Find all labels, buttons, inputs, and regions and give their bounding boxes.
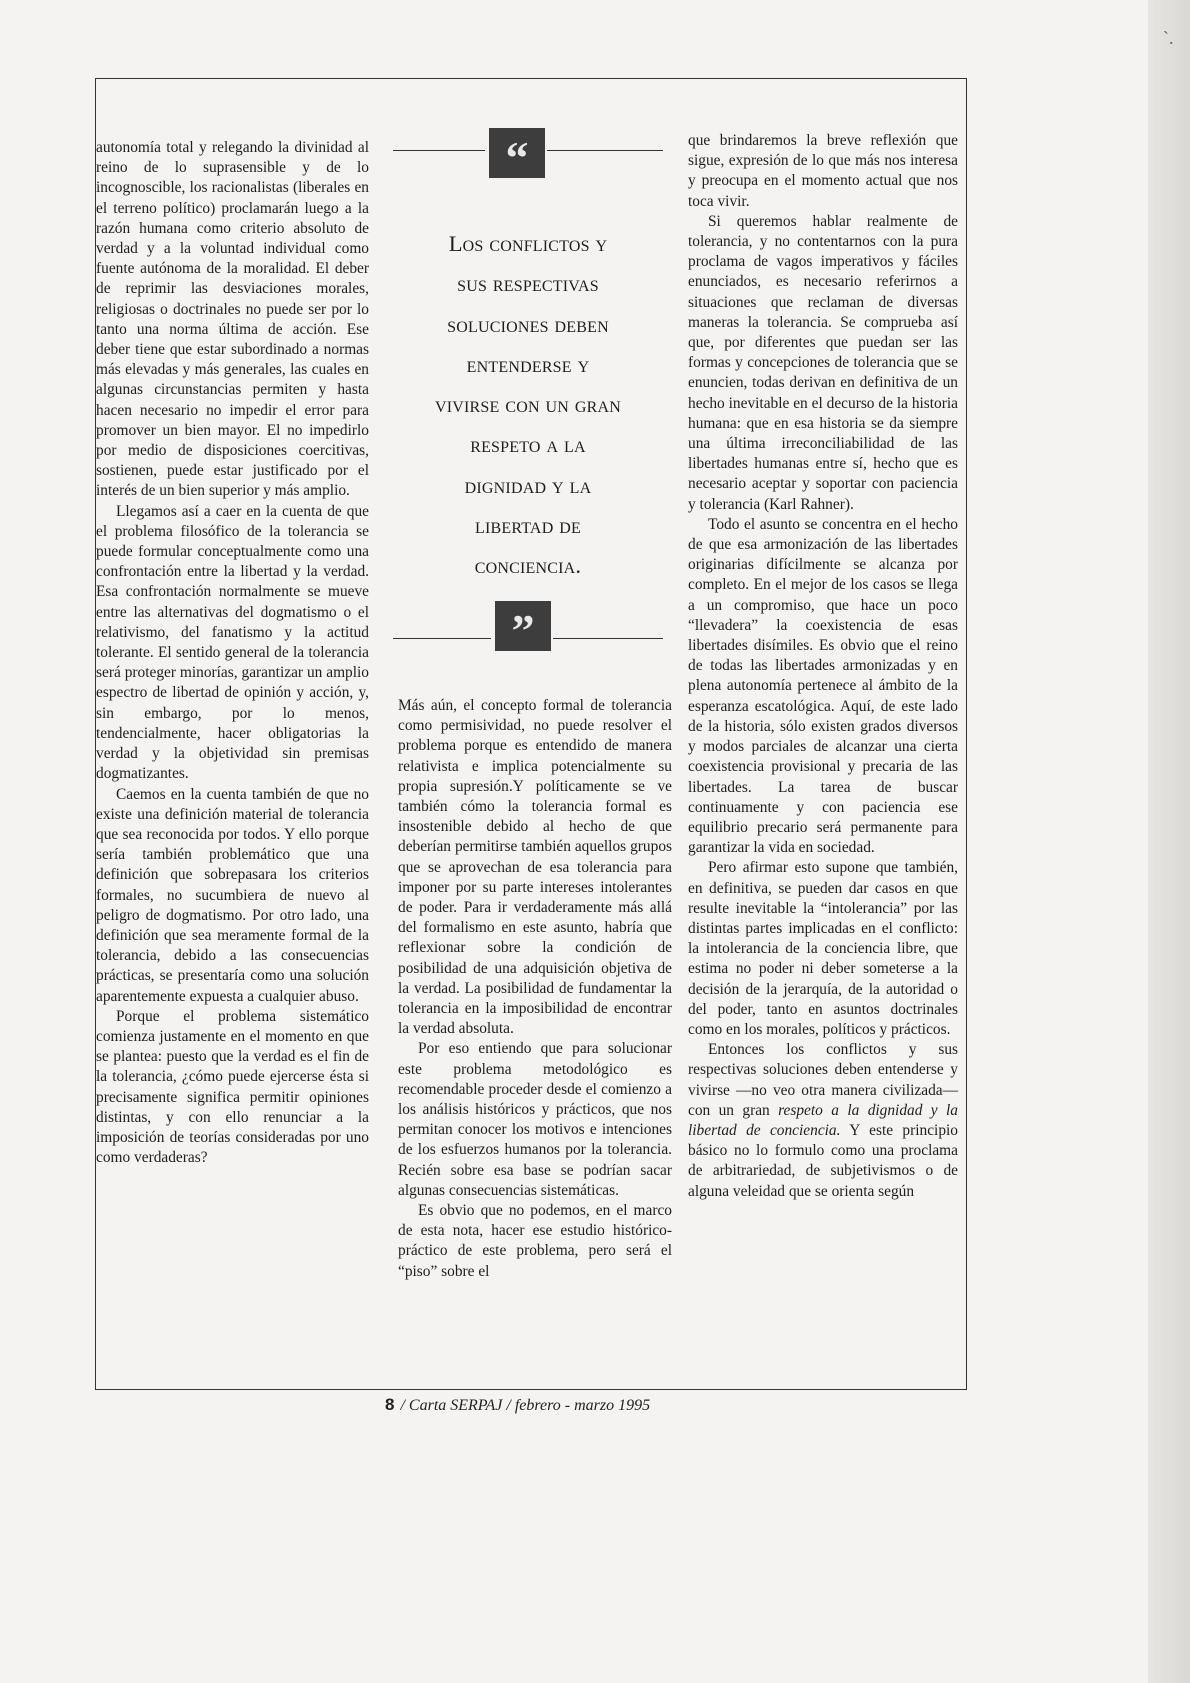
paragraph: Todo el asunto se concentra en el hecho de que esa armonización de las libertades originarias difícilmente se alcanza por completo. En el mejor de los casos se llega a un compromiso, que hace un poco “llevadera” la coexistencia de esas libertades disímiles. Es obvio que el reino de todas las libertades armonizadas y en plena autonomía pertenece al ámbito de la esperanza escatológica. Aquí, de este lado de la historia, sólo existen grados diversos y modos parciales de alcanzar una cierta coexistencia provisional y precaria de las libertades. La tarea de buscar continuamente y con paciencia ese equilibrio precario será permanente para garantizar la vida en sociedad.: [688, 515, 958, 857]
pull-quote-line: entenderse y: [466, 351, 590, 377]
divider: [393, 638, 491, 639]
pull-quote-line: conciencia.: [474, 553, 582, 579]
paragraph: Es obvio que no podemos, en el marco de esta nota, hacer ese estudio histórico-práctico de este problema, pero será el “piso” sobre el: [398, 1202, 672, 1280]
divider: [393, 150, 485, 151]
open-quote-icon: “: [489, 128, 545, 178]
paragraph: Caemos en la cuenta también de que no existe una definición material de tolerancia que sea reconocida por todos. Y ello porque sería también problemático que una definición que sobrepasara los criterios formales, no sucumbiera de nuevo al peligro de dogmatismo. Por otro lado, una definición que sea meramente formal de la tolerancia, debido a las consecuencias prácticas, se presentaría como una solución aparentemente expuesta a cualquier abuso.: [96, 785, 369, 1005]
page-edge-shadow: [1148, 0, 1190, 1683]
column-1: [96, 138, 369, 1168]
pull-quote-line: vivirse con un gran: [434, 392, 621, 418]
paragraph: Si queremos hablar realmente de tolerancia, y no contentarnos con la pura proclama de vagos imperativos y fáciles enunciados, es necesario referirnos a situaciones que reclaman de diversas maneras la tolerancia. Se comprueba así que, por diferentes que puedan ser las formas y concepciones de tolerancia que se enuncien, todas derivan en definitiva de un hecho inevitable en el decurso de la historia humana: que en esa historia se da siempre una última irreconciliabilidad de las libertades humanas entre sí, hecho que es necesario aceptar y soportar con paciencia y tolerancia (Karl Rahner).: [688, 212, 958, 513]
pull-quote-line: libertad de: [474, 513, 581, 539]
divider: [547, 150, 663, 151]
pull-quote-line: soluciones deben: [447, 311, 609, 337]
pull-quote-line: sus respectivas: [457, 271, 599, 297]
pull-quote-line: respeto a la: [470, 432, 586, 458]
scan-speck: ˋ.: [1163, 28, 1174, 48]
close-quote-icon: ”: [495, 601, 551, 651]
pull-quote: [393, 132, 663, 656]
divider: [553, 638, 663, 639]
emphasis-text: respeto a la dignidad y la libertad de conciencia.: [688, 1101, 958, 1139]
text-run: Y este principio básico no lo formulo como una proclama de arbitrariedad, de subjetivismos o de alguna veleidad que se orienta según: [688, 1121, 958, 1200]
column-3: [688, 131, 958, 1202]
paragraph: Porque el problema sistemático comienza justamente en el momento en que se plantea: puesto que la verdad es el fin de la tolerancia, ¿cómo puede ejercerse ésta si precisamente significa permitir opiniones distintas, y con ello renunciar a la imposición de teorías consideradas por uno como verdaderas?: [96, 1007, 369, 1167]
paragraph: Pero afirmar esto supone que también, en definitiva, se pueden dar casos en que resulte inevitable la “intolerancia” por las distintas partes implicadas en el conflicto: la intolerancia de la conciencia libre, que estima no poder ni deber someterse a la decisión de la jerarquía, de la autoridad o del poder, tanto en asuntos doctrinales como en los morales, políticos y prácticos.: [688, 859, 958, 1038]
paragraph: Llegamos así a caer en la cuenta de que el problema filosófico de la tolerancia se puede formular conceptualmente como una confrontación entre la libertad y la verdad. Esa confrontación normalmente se mueve entre las alternativas del dogmatismo o el relativismo, del fanatismo y la actitud tolerante. El sentido general de la tolerancia será proteger minorías, garantizar un amplio espectro de libertad de opinión y acción, y, sin embargo, por lo menos, tendencialmente, hacer obligatorias la verdad y la objetividad sin premisas dogmatizantes.: [96, 502, 369, 783]
page-footer: [385, 1395, 785, 1415]
paragraph: Por eso entiendo que para solucionar este problema metodológico es recomendable proceder desde el comienzo a los análisis históricos y prácticos, que nos permitan conocer los motivos e intenciones de los esfuerzos humanos por la tolerancia. Recién sobre esa base se podrían sacar algunas consecuencias sistemáticas.: [398, 1040, 672, 1199]
pull-quote-line: Los conflictos y: [448, 231, 608, 256]
pull-quote-line: dignidad y la: [464, 472, 592, 498]
paragraph: Más aún, el concepto formal de tolerancia como permisividad, no puede resolver el problema porque es entendido de manera relativista e implica potencialmente su propia supresión.Y políticamente se ve también cómo la tolerancia formal es insostenible debido al hecho de que deberían permitirse también aquellos grupos que se aprovechan de esa tolerancia para imponer por su parte intereses intolerantes de poder. Para ir verdaderamente más allá del formalismo en este asunto, habría que reflexionar sobre la condición de posibilidad de una adquisición objetiva de la verdad. La posibilidad de fundamentar la tolerancia en la imposibilidad de encontrar la verdad absoluta.: [398, 697, 672, 1038]
paragraph: autonomía total y relegando la divinidad al reino de lo suprasensible y de lo incognoscible, los racionalistas (liberales en el terreno político) proclamarán luego a la razón humana como criterio absoluto de verdad y a la voluntad individual como fuente autónoma de la moralidad. El deber de reprimir las desviaciones morales, religiosas o doctrinales no puede ser por lo tanto una norma última de acción. Ese deber tiene que estar subordinado a normas más elevadas y más generales, las cuales en algunas circunstancias permiten y hasta hacen necesario no impedir el error para promover un bien mayor. El no impedirlo por medio de disposiciones coercitivas, sostienen, puede estar justificado por el interés de un bien superior y más amplio.: [96, 139, 369, 500]
paragraph: que brindaremos la breve reflexión que sigue, expresión de lo que más nos interesa y preocupa en el momento actual que nos toca vivir.: [688, 132, 958, 210]
paragraph: [688, 1040, 958, 1202]
page-number: 8: [385, 1395, 395, 1414]
column-2: [398, 696, 672, 1282]
publication-line: / Carta SERPAJ / febrero - marzo 1995: [400, 1397, 651, 1414]
text-run: Entonces los conflictos y sus respectivas soluciones deben entenderse y vivirse —no veo otra manera civilizada— con un gran: [688, 1041, 958, 1119]
pull-quote-text: [393, 224, 663, 587]
